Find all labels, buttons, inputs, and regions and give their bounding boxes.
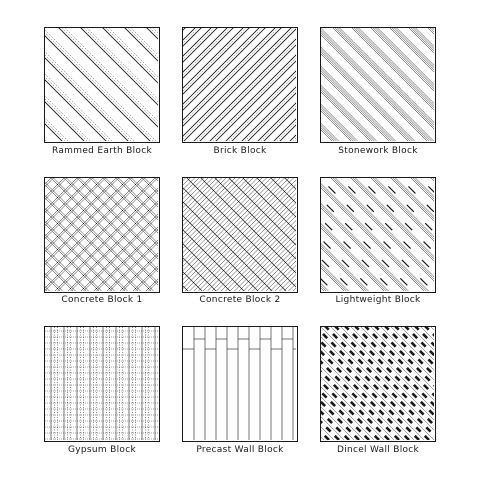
stonework-label: Stonework Block	[338, 146, 418, 156]
concrete-block-2-label: Concrete Block 2	[199, 295, 281, 305]
gypsum-label: Gypsum Block	[68, 445, 136, 455]
lightweight-swatch	[320, 177, 436, 293]
dincel-wall-label: Dincel Wall Block	[336, 445, 420, 455]
dincel-wall-swatch	[320, 326, 436, 442]
gypsum-hatch-icon	[45, 327, 158, 440]
brick-label: Brick Block	[213, 146, 267, 156]
concrete-block-1-hatch-icon	[45, 178, 158, 291]
lightweight-label: Lightweight Block	[335, 295, 421, 305]
rammed-earth-swatch	[44, 27, 160, 143]
lightweight-hatch-icon	[321, 178, 434, 291]
concrete-block-1-swatch	[44, 177, 160, 293]
concrete-block-2-hatch-icon	[183, 178, 296, 291]
dincel-wall-hatch-icon	[321, 327, 434, 440]
precast-wall-hatch-icon	[183, 327, 296, 440]
rammed-earth-hatch-icon	[45, 28, 158, 141]
rammed-earth-label: Rammed Earth Block	[52, 146, 152, 156]
precast-wall-label: Precast Wall Block	[196, 445, 284, 455]
brick-hatch-icon	[183, 28, 296, 141]
brick-swatch	[182, 27, 298, 143]
stonework-hatch-icon	[321, 28, 434, 141]
concrete-block-1-label: Concrete Block 1	[61, 295, 143, 305]
precast-wall-swatch	[182, 326, 298, 442]
stonework-swatch	[320, 27, 436, 143]
gypsum-swatch	[44, 326, 160, 442]
concrete-block-2-swatch	[182, 177, 298, 293]
